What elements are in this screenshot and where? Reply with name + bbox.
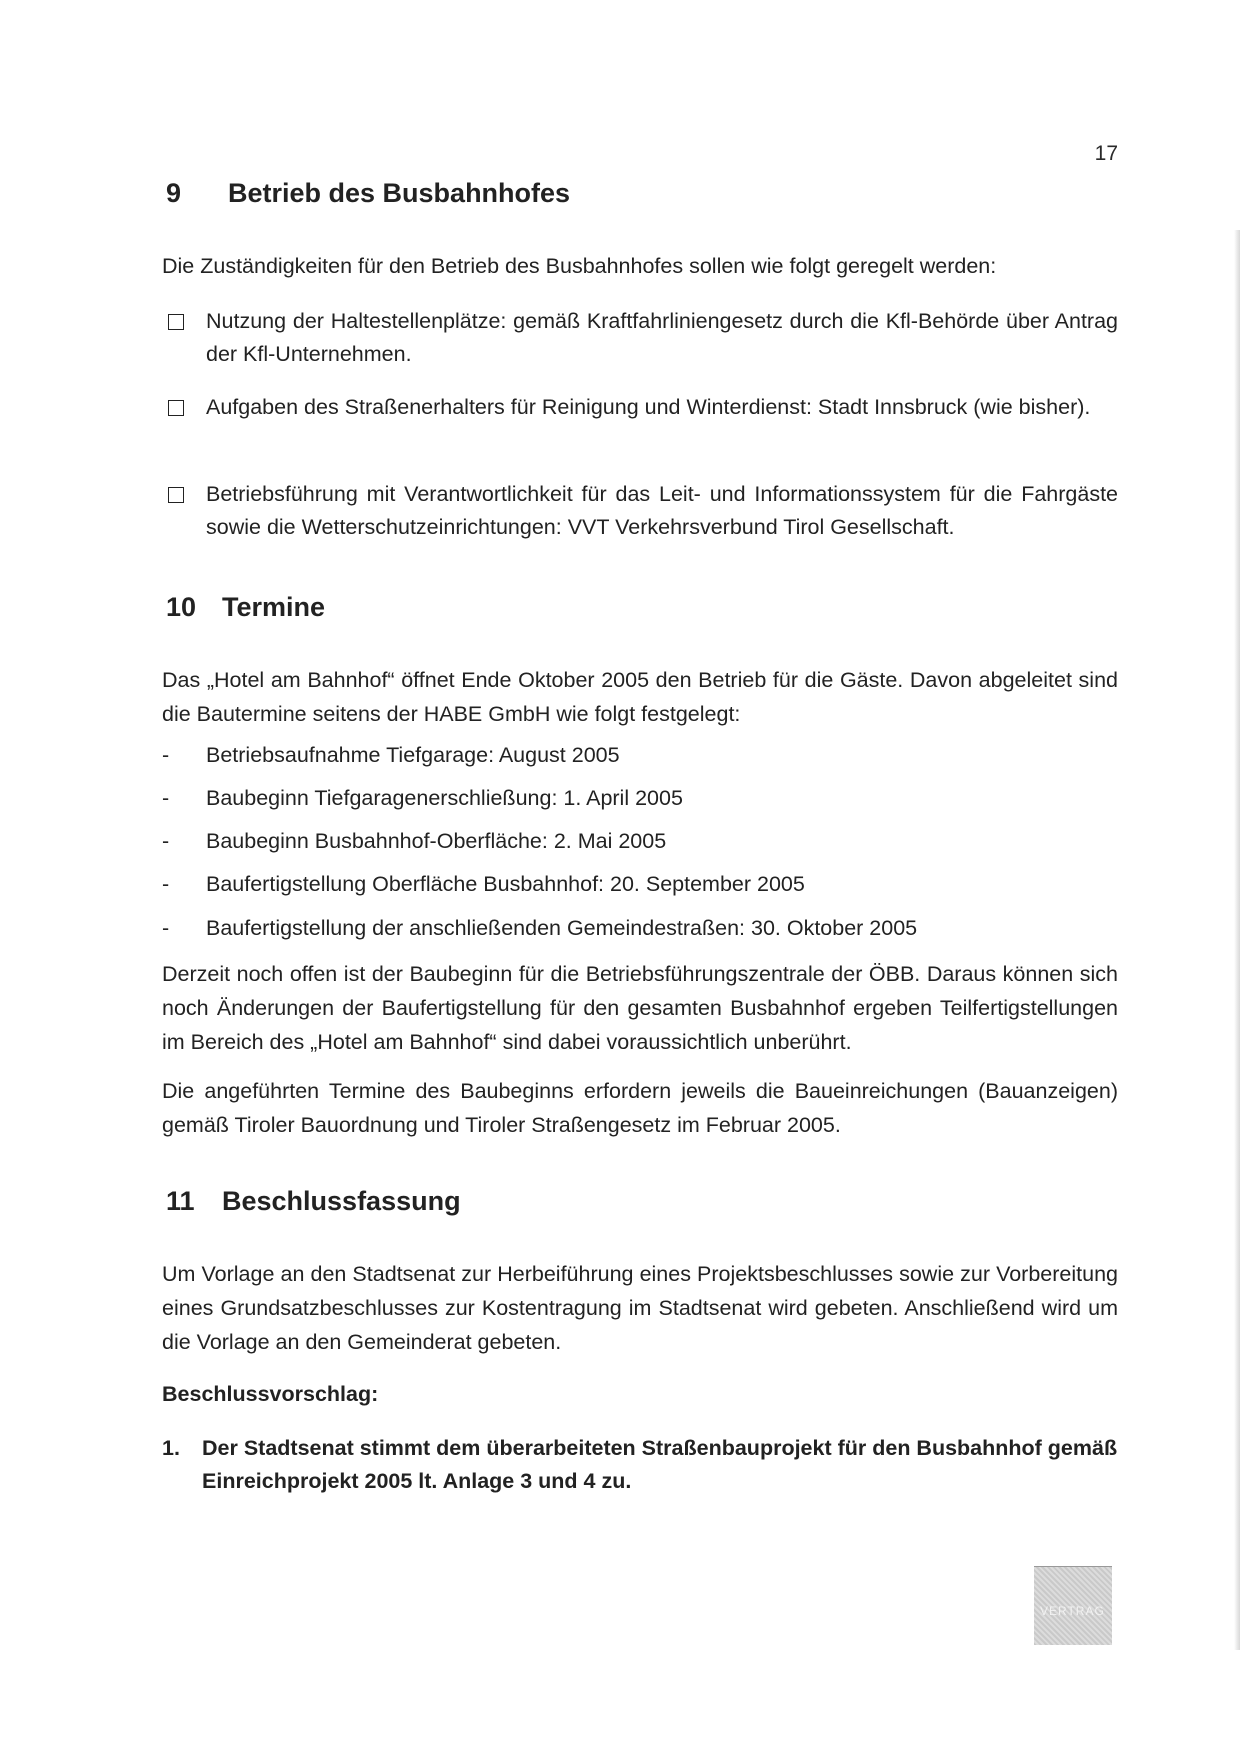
checkbox-icon: [168, 487, 184, 503]
dash-list-item: [162, 783, 683, 813]
checkbox-item-text: Betriebsführung mit Verantwortlichkeit für das Leit- und Informationssystem für die Fahrgäste sowie die Wetterschutzeinrichtungen: VVT Verkehrsverbund Tirol Gesellschaft.: [206, 482, 1118, 539]
section-11-intro: Um Vorlage an den Stadtsenat zur Herbeiführung eines Projektsbeschlusses sowie zur Vorbereitung eines Grundsatzbeschlusses zur Kostentragung im Stadtsenat wird gebeten. Anschließend wird um die Vorlage an den Gemeinderat gebeten.: [162, 1262, 1118, 1354]
checkbox-item: [168, 478, 1118, 544]
section-10-intro: Das „Hotel am Bahnhof“ öffnet Ende Oktober 2005 den Betrieb für die Gäste. Davon abgeleitet sind die Bautermine seitens der HABE GmbH wie folgt festgelegt:: [162, 668, 1118, 726]
dash-list-item: [162, 740, 620, 770]
section-number: 11: [166, 1186, 195, 1216]
proposal-number: 1.: [162, 1436, 180, 1460]
section-title: Beschlussfassung: [222, 1186, 461, 1216]
checkbox-item: [168, 305, 1118, 371]
checkbox-item: [168, 391, 1118, 424]
checkbox-item-text: Nutzung der Haltestellenplätze: gemäß Kraftfahrliniengesetz durch die Kfl-Behörde über Antrag der Kfl-Unternehmen.: [206, 309, 1118, 366]
section-title: Betrieb des Busbahnhofes: [228, 178, 571, 208]
section-9-heading: [166, 178, 570, 209]
proposal-item: [162, 1432, 1118, 1498]
proposal-label: Beschlussvorschlag:: [162, 1382, 379, 1406]
dash-list-item: [162, 913, 917, 943]
dash-item-text: Baufertigstellung der anschließenden Gemeindestraßen: 30. Oktober 2005: [206, 916, 918, 940]
page-number: 17: [1094, 142, 1118, 165]
section-10-paragraph: Derzeit noch offen ist der Baubeginn für die Betriebsführungszentrale der ÖBB. Daraus können sich noch Änderungen der Baufertigstellung für den gesamten Busbahnhof ergeben Teilfertigstellungen im Bereich des „Hotel am Bahnhof“ sind dabei voraussichtlich unberührt.: [162, 962, 1118, 1054]
proposal-text: Der Stadtsenat stimmt dem überarbeiteten Straßenbauprojekt für den Busbahnhof gemäß Einreichprojekt 2005 lt. Anlage 3 und 4 zu.: [202, 1436, 1118, 1493]
dash-item-text: Baubeginn Busbahnhof-Oberfläche: 2. Mai 2005: [206, 829, 667, 853]
dash-bullet: -: [162, 829, 170, 853]
dash-item-text: Baufertigstellung Oberfläche Busbahnhof: 20. September 2005: [206, 872, 805, 896]
section-number: 9: [166, 178, 182, 208]
dash-item-text: Betriebsaufnahme Tiefgarage: August 2005: [206, 743, 620, 767]
checkbox-item-text: Aufgaben des Straßenerhalters für Reinigung und Winterdienst: Stadt Innsbruck (wie bisher).: [206, 395, 1091, 419]
stamp-text: VERTRAG: [1040, 1604, 1105, 1618]
section-10-paragraph: Die angeführten Termine des Baubeginns erfordern jeweils die Baueinreichungen (Bauanzeigen) gemäß Tiroler Bauordnung und Tiroler Straßengesetz im Februar 2005.: [162, 1079, 1118, 1137]
section-title: Termine: [222, 592, 326, 622]
dash-bullet: -: [162, 786, 170, 810]
checkbox-icon: [168, 314, 184, 330]
dash-list-item: [162, 869, 805, 899]
dash-item-text: Baubeginn Tiefgaragenerschließung: 1. April 2005: [206, 786, 683, 810]
section-number: 10: [166, 592, 197, 622]
section-9-intro: Die Zuständigkeiten für den Betrieb des Busbahnhofes sollen wie folgt geregelt werden:: [162, 254, 997, 278]
checkbox-icon: [168, 400, 184, 416]
section-11-heading: [166, 1186, 461, 1217]
scan-edge: [1234, 230, 1240, 1650]
dash-bullet: -: [162, 743, 170, 767]
dash-bullet: -: [162, 916, 170, 940]
dash-list-item: [162, 826, 666, 856]
dash-bullet: -: [162, 872, 170, 896]
section-10-heading: [166, 592, 325, 623]
